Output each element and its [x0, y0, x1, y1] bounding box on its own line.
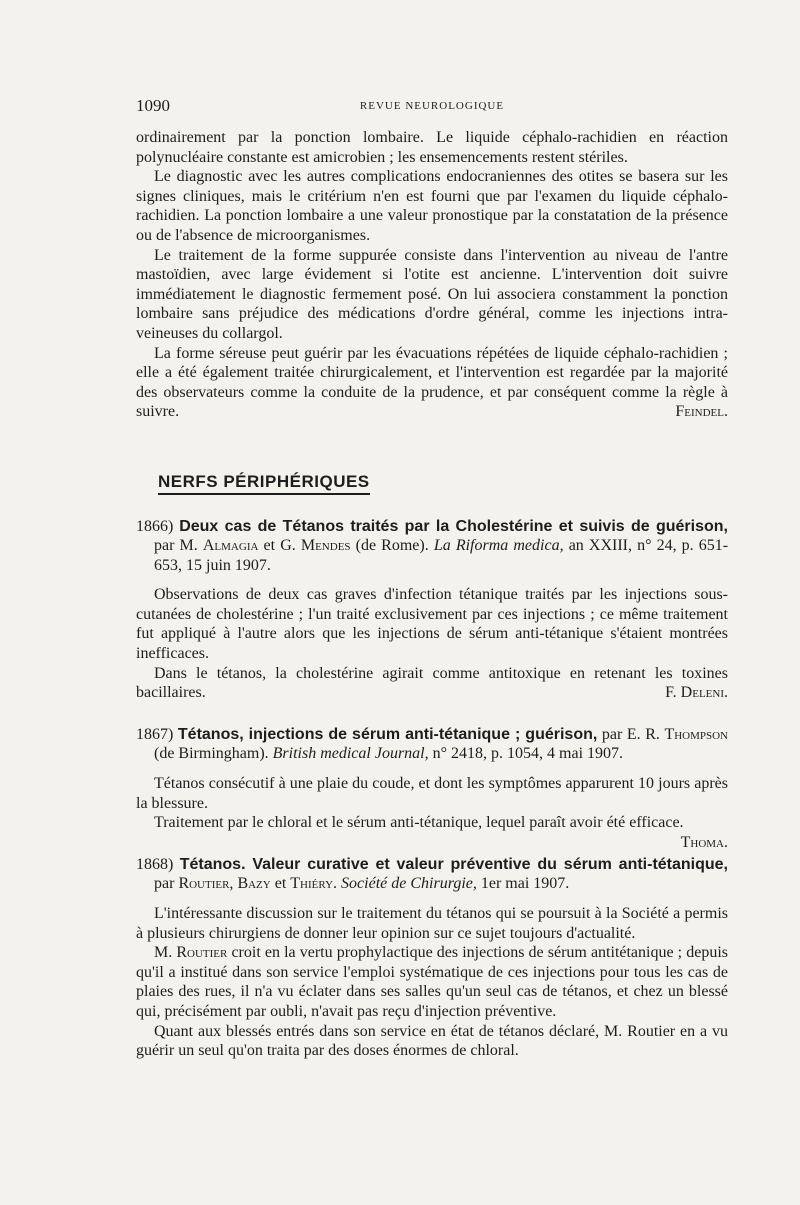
entry-title: Tétanos, injections de sérum anti-tétanique ; guérison, — [177, 725, 598, 743]
section-title: NERFS PÉRIPHÉRIQUES — [158, 472, 370, 495]
running-header — [136, 96, 728, 116]
entry-title: Tétanos. Valeur curative et valeur préventive du sérum anti-tétanique, — [179, 855, 729, 873]
ref-text: (de Rome). — [355, 537, 429, 555]
author: Thiéry. — [290, 875, 338, 893]
signature: Thoma. — [680, 833, 728, 851]
abstract-1868 — [136, 855, 728, 1061]
journal: Société de Chirurgie, — [341, 875, 477, 893]
entry-title: Deux cas de Tétanos traités par la Cholestérine et suivis de guérison, — [179, 517, 728, 535]
ref-details: 1er mai 1907. — [480, 875, 570, 893]
ref-text: par M. — [154, 537, 198, 555]
running-title: REVUE NEUROLOGIQUE — [359, 100, 505, 112]
abstract-paragraph: L'intéressante discussion sur le traitement du tétanos qui se poursuit à la Société a permis à plusieurs chirurgiens de donner leur opinion sur ce sujet toujours d'actualité. — [136, 905, 728, 942]
ref-details: an XXIII, n° 24, p. 651-653, 15 juin 1907. — [154, 537, 729, 574]
ref-text: et — [274, 875, 287, 893]
author: Bazy — [237, 875, 271, 893]
intro-paragraph — [136, 344, 728, 422]
intro-paragraph: ordinairement par la ponction lombaire. Le liquide céphalo-rachidien en réaction polynucléaire constante est amicrobien ; les ensemencements restent stériles. — [136, 129, 728, 166]
abstract-text: M. — [154, 944, 173, 962]
ref-text: par — [154, 875, 175, 893]
ref-text: (de Birmingham). — [154, 745, 269, 763]
intro-paragraph: Le diagnostic avec les autres complications endocraniennes des otites se basera sur les signes cliniques, mais le critérium n'en est fourni que par l'examen du liquide céphalo-rachidien. La ponction lombaire a une valeur pronostique par la constatation de la présence ou de l'absence de microorganismes. — [136, 168, 728, 244]
abstract-paragraph: Quant aux blessés entrés dans son service en état de tétanos déclaré, M. Routier en a vu guérir un seul qu'on traita par des doses énormes de chloral. — [136, 1022, 728, 1060]
intro-paragraph-text: La forme séreuse peut guérir par les évacuations répétées de liquide céphalo-rachidien ; elle a été également traitée chirurgicalement, et l'intervention est regardée par la majorité des observateurs comme la conduite de la prudence, et par conséquent comme la règle à suivre. — [136, 344, 728, 421]
author: Routier, — [178, 875, 234, 893]
reference — [136, 517, 728, 576]
intro-paragraph: Le traitement de la forme suppurée consiste dans l'intervention au niveau de l'antre mastoïdien, avec large évidement si l'otite est ancienne. L'intervention doit suivre immédiatement le diagnostic fermement posé. On lui associera constamment la ponction lombaire sans préjudice des médications d'ordre général, comme les injections intra-veineuses du collargol. — [136, 246, 728, 342]
abstract-1866 — [136, 517, 728, 703]
page-number: 1090 — [136, 96, 170, 115]
abstract-text: Traitement par le chloral et le sérum anti-tétanique, lequel paraît avoir été efficace. — [154, 814, 684, 832]
reference — [136, 725, 728, 764]
ref-text: par E. R. — [601, 725, 660, 743]
journal: La Riforma medica, — [433, 537, 564, 555]
author: Routier — [176, 944, 228, 962]
ref-details: n° 2418, p. 1054, 4 mai 1907. — [432, 745, 624, 763]
entry-number: 1866) — [136, 517, 174, 535]
body-text — [136, 128, 728, 1061]
entry-number: 1867) — [136, 725, 174, 743]
abstract-1867 — [136, 725, 729, 851]
author: Thompson — [664, 725, 729, 743]
abstract-text: Dans le tétanos, la cholestérine agirait comme antitoxique en retenant les toxines bacillaires. — [136, 664, 728, 702]
ref-text: et G. — [263, 537, 296, 555]
journal: British medical Journal, — [272, 745, 429, 763]
abstract-paragraph — [136, 664, 728, 703]
abstract-paragraph: Observations de deux cas graves d'infection tétanique traités par les injections sous-cutanées de cholestérine ; l'un traité exclusivement par ces injections ; ce même traitement fut appliqué à l'autre alors que les injections de sérum anti-tétanique s'étaient montrées inefficaces. — [136, 586, 728, 663]
author: Almagia — [202, 537, 259, 555]
abstract-paragraph: Tétanos consécutif à une plaie du coude, et dont les symptômes apparurent 10 jours après la blessure. — [136, 775, 728, 812]
abstract-text: croit en la vertu prophylactique des injections de sérum antitétanique ; depuis qu'il a institué dans son service l'emploi systématique de ces injections pour tous les cas de plaies des rues, il n'a vu éclater dans ses salles qu'un seul cas de tétanos, et chez un blessé qui, précisément par oubli, n'avait pas reçu d'injection préventive. — [136, 944, 729, 1020]
author: Mendes — [300, 537, 351, 555]
abstract-paragraph — [136, 943, 728, 1021]
abstract-paragraph — [136, 813, 728, 851]
signature: Feindel. — [675, 403, 728, 421]
entry-number: 1868) — [136, 855, 174, 873]
reference — [136, 855, 728, 894]
signature: F. Deleni. — [665, 684, 728, 702]
